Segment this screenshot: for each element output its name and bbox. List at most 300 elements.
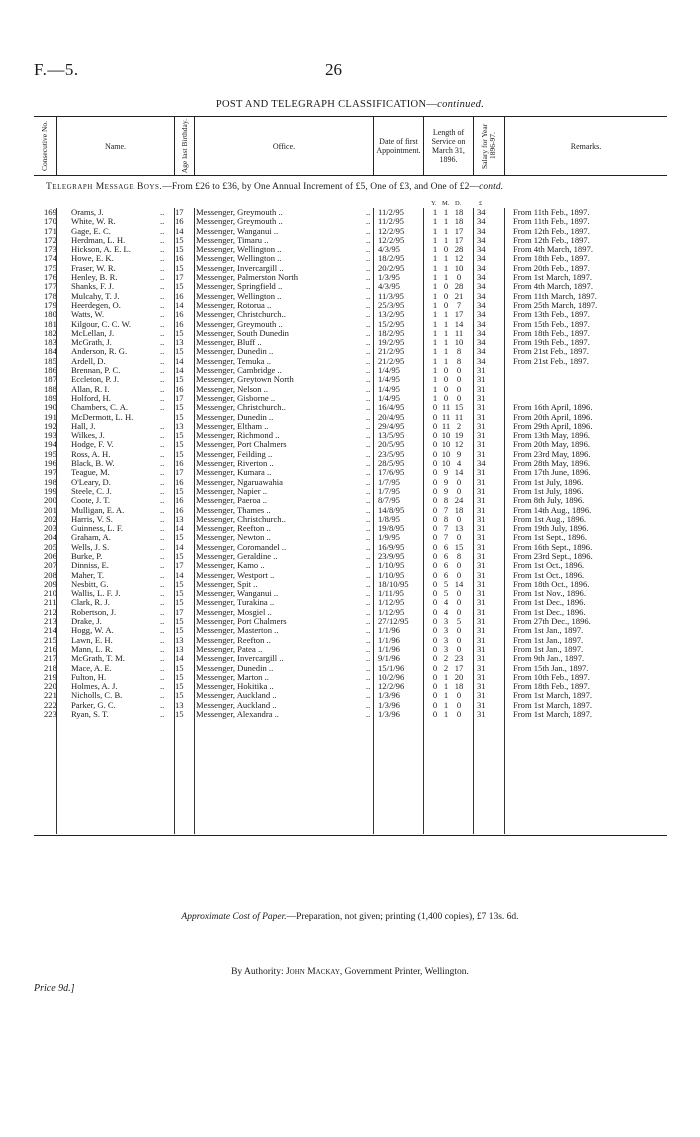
cell-remarks: From 11th Feb., 1897. bbox=[513, 207, 590, 217]
cell-age: 16 bbox=[175, 309, 184, 320]
cell-name: Coote, J. T. bbox=[71, 495, 111, 506]
cell-office: Messenger, Rotorua .. bbox=[196, 299, 272, 310]
cell-date: 19/8/95 bbox=[378, 523, 405, 534]
cell-nd: .. bbox=[160, 346, 165, 357]
cell-age: 15 bbox=[175, 588, 184, 599]
cell-salary: 34 bbox=[477, 253, 486, 264]
cell-date: 1/7/95 bbox=[378, 476, 400, 487]
cell-d: 0 bbox=[456, 569, 462, 580]
cell-age: 16 bbox=[175, 504, 184, 515]
cell-age: 16 bbox=[175, 318, 184, 329]
cell-nd: .. bbox=[160, 634, 165, 645]
cell-y: 0 bbox=[432, 606, 438, 617]
cell-remarks: From 17th June, 1896. bbox=[513, 467, 591, 478]
cell-date: 1/4/95 bbox=[378, 392, 400, 403]
cell-date: 1/1/96 bbox=[378, 634, 400, 645]
cell-no: 207 bbox=[44, 560, 57, 571]
cell-y: 0 bbox=[432, 495, 438, 506]
cell-d: 15 bbox=[454, 541, 464, 552]
cell-office: Messenger, Port Chalmers bbox=[196, 439, 287, 450]
cell-office: Messenger, Spit .. bbox=[196, 578, 258, 589]
cell-age: 14 bbox=[175, 653, 184, 664]
cell-d: 8 bbox=[456, 346, 462, 357]
cell-no: 197 bbox=[44, 467, 57, 478]
cell-no: 205 bbox=[44, 541, 57, 552]
cell-nd: .. bbox=[160, 662, 165, 673]
cell-name: Drake, J. bbox=[71, 616, 102, 627]
cell-remarks: From 1st Nov., 1896. bbox=[513, 588, 586, 599]
cell-nd: .. bbox=[160, 244, 165, 255]
cell-nd: .. bbox=[160, 439, 165, 450]
cell-age: 17 bbox=[175, 392, 184, 403]
cell-m: 10 bbox=[441, 439, 451, 450]
cell-salary: 34 bbox=[477, 216, 486, 227]
cell-remarks: From 20th May, 1896. bbox=[513, 439, 591, 450]
cell-name: White, W. R. bbox=[71, 216, 116, 227]
cell-salary: 31 bbox=[477, 392, 486, 403]
cell-name: Steele, C. J. bbox=[71, 485, 112, 496]
cell-m: 3 bbox=[443, 643, 449, 654]
cell-no: 212 bbox=[44, 606, 57, 617]
cell-name: McGrath, T. M. bbox=[71, 653, 125, 664]
cell-name: Kilgour, C. C. W. bbox=[71, 318, 132, 329]
cell-d: 0 bbox=[456, 272, 462, 283]
cell-m: 1 bbox=[443, 355, 449, 366]
cell-salary: 34 bbox=[477, 318, 486, 329]
cell-date: 1/12/95 bbox=[378, 597, 405, 608]
cell-m: 1 bbox=[443, 309, 449, 320]
cell-od: .. bbox=[366, 299, 371, 310]
cell-office: Messenger, Gisborne .. bbox=[196, 392, 276, 403]
cell-name: Clark, R. J. bbox=[71, 597, 110, 608]
cell-y: 0 bbox=[432, 671, 438, 682]
cell-od: .. bbox=[366, 281, 371, 292]
cell-nd: .. bbox=[160, 402, 165, 413]
cost-of-paper: Approximate Cost of Paper.—Preparation, not given; printing (1,400 copies), £7 13s. 6d. bbox=[181, 912, 519, 922]
cell-d: 10 bbox=[454, 262, 464, 273]
cell-nd: .. bbox=[160, 495, 165, 506]
cell-date: 1/8/95 bbox=[378, 513, 400, 524]
cell-date: 1/1/96 bbox=[378, 625, 400, 636]
cell-salary: 34 bbox=[477, 272, 486, 283]
cell-y: 1 bbox=[432, 299, 438, 310]
cell-d: 19 bbox=[454, 430, 464, 441]
cell-no: 195 bbox=[44, 448, 57, 459]
cell-od: .. bbox=[366, 699, 371, 710]
cell-office: Messenger, Masterton .. bbox=[196, 625, 279, 636]
cell-nd: .. bbox=[160, 355, 165, 366]
col-header-salary: Salary for Year 1896-97. bbox=[474, 117, 505, 175]
cell-no: 223 bbox=[44, 709, 57, 720]
cell-office: Messenger, Auckland .. bbox=[196, 690, 277, 701]
cell-m: 10 bbox=[441, 430, 451, 441]
cell-y: 1 bbox=[432, 374, 438, 385]
cell-date: 1/12/95 bbox=[378, 606, 405, 617]
cell-date: 8/7/95 bbox=[378, 495, 400, 506]
cell-nd: .. bbox=[160, 690, 165, 701]
cell-date: 10/2/96 bbox=[378, 671, 405, 682]
cell-office: Messenger, South Dunedin bbox=[196, 327, 289, 338]
cell-salary: 34 bbox=[477, 299, 486, 310]
cell-age: 17 bbox=[175, 272, 184, 283]
cell-nd: .. bbox=[160, 681, 165, 692]
cell-date: 23/5/95 bbox=[378, 448, 405, 459]
cell-name: Hodge, F. V. bbox=[71, 439, 114, 450]
cell-m: 1 bbox=[443, 272, 449, 283]
cell-nd: .. bbox=[160, 513, 165, 524]
cell-no: 172 bbox=[44, 234, 57, 245]
cell-m: 1 bbox=[443, 262, 449, 273]
cell-m: 2 bbox=[443, 662, 449, 673]
cell-m: 3 bbox=[443, 625, 449, 636]
cell-salary: 31 bbox=[477, 699, 486, 710]
cell-od: .. bbox=[366, 597, 371, 608]
cell-salary: 31 bbox=[477, 550, 486, 561]
cell-date: 1/4/95 bbox=[378, 383, 400, 394]
cell-remarks: From 1st Jan., 1897. bbox=[513, 625, 584, 636]
cell-y: 0 bbox=[432, 560, 438, 571]
cell-age: 15 bbox=[175, 597, 184, 608]
cell-remarks: From 15th Jan., 1897. bbox=[513, 662, 589, 673]
cell-age: 15 bbox=[175, 327, 184, 338]
cell-m: 8 bbox=[443, 495, 449, 506]
cell-nd: .. bbox=[160, 383, 165, 394]
cell-d: 12 bbox=[454, 253, 464, 264]
cell-salary: 31 bbox=[477, 671, 486, 682]
cell-y: 0 bbox=[432, 597, 438, 608]
cell-no: 201 bbox=[44, 504, 57, 515]
cell-age: 15 bbox=[175, 402, 184, 413]
cell-date: 11/2/95 bbox=[378, 216, 404, 227]
cell-office: Messenger, Reefton .. bbox=[196, 523, 271, 534]
cell-date: 19/2/95 bbox=[378, 337, 405, 348]
cell-remarks: From 4th March, 1897. bbox=[513, 244, 593, 255]
cell-m: 4 bbox=[443, 597, 449, 608]
cell-remarks: From 1st March, 1897. bbox=[513, 699, 593, 710]
cell-y: 0 bbox=[432, 411, 438, 422]
cell-nd: .. bbox=[160, 653, 165, 664]
cell-name: Parker, G. C. bbox=[71, 699, 116, 710]
cell-name: Watts, W. bbox=[71, 309, 104, 320]
cell-d: 0 bbox=[456, 634, 462, 645]
cell-d: 14 bbox=[454, 578, 464, 589]
cell-no: 210 bbox=[44, 588, 57, 599]
cell-age: 13 bbox=[175, 337, 184, 348]
cell-nd: .. bbox=[160, 234, 165, 245]
cell-no: 190 bbox=[44, 402, 57, 413]
cell-office: Messenger, Richmond .. bbox=[196, 430, 280, 441]
cell-y: 1 bbox=[432, 234, 438, 245]
cell-office: Messenger, Palmerston North bbox=[196, 272, 299, 283]
cell-m: 0 bbox=[443, 244, 449, 255]
cell-office: Messenger, Auckland .. bbox=[196, 699, 277, 710]
cell-age: 15 bbox=[175, 709, 184, 720]
cell-name: Heerdegen, O. bbox=[71, 299, 121, 310]
cell-salary: 34 bbox=[477, 244, 486, 255]
cell-nd: .. bbox=[160, 504, 165, 515]
cell-remarks: From 11th March, 1897. bbox=[513, 290, 597, 301]
cell-nd: .. bbox=[160, 448, 165, 459]
cell-age: 16 bbox=[175, 383, 184, 394]
cell-remarks: From 15th Feb., 1897. bbox=[513, 318, 590, 329]
cell-office: Messenger, Turakina .. bbox=[196, 597, 275, 608]
cell-age: 14 bbox=[175, 365, 184, 376]
cell-y: 0 bbox=[432, 430, 438, 441]
cell-office: Messenger, Feilding .. bbox=[196, 448, 273, 459]
cell-name: Brennan, P. C. bbox=[71, 365, 121, 376]
cell-nd: .. bbox=[160, 625, 165, 636]
cell-d: 0 bbox=[456, 625, 462, 636]
cell-d: 0 bbox=[456, 699, 462, 710]
cell-remarks: From 23rd Sept., 1896. bbox=[513, 550, 593, 561]
cell-name: Harris, V. S. bbox=[71, 513, 113, 524]
cell-y: 0 bbox=[432, 616, 438, 627]
cell-od: .. bbox=[366, 476, 371, 487]
cell-remarks: From 19th July, 1896. bbox=[513, 523, 589, 534]
cell-age: 15 bbox=[175, 430, 184, 441]
cell-no: 180 bbox=[44, 309, 57, 320]
cell-date: 1/3/96 bbox=[378, 709, 400, 720]
cell-no: 204 bbox=[44, 532, 57, 543]
cell-age: 15 bbox=[175, 411, 184, 422]
cell-nd: .. bbox=[160, 253, 165, 264]
cell-office: Messenger, Kamo .. bbox=[196, 560, 265, 571]
cell-m: 1 bbox=[443, 699, 449, 710]
cell-salary: 31 bbox=[477, 662, 486, 673]
cell-office: Messenger, Westport .. bbox=[196, 569, 275, 580]
cell-name: Wilkes, J. bbox=[71, 430, 105, 441]
cell-office: Messenger, Dunedin .. bbox=[196, 662, 274, 673]
cell-remarks: From 21st Feb., 1897. bbox=[513, 346, 589, 357]
cell-no: 173 bbox=[44, 244, 57, 255]
cell-office: Messenger, Wanganui .. bbox=[196, 225, 279, 236]
cell-name: McGrath, J. bbox=[71, 337, 112, 348]
cell-m: 0 bbox=[443, 290, 449, 301]
cell-d: 28 bbox=[454, 244, 464, 255]
cell-d: 9 bbox=[456, 448, 462, 459]
cell-nd: .. bbox=[160, 207, 165, 217]
cell-name: Eccleton, P. J. bbox=[71, 374, 119, 385]
cell-office: Messenger, Christchurch.. bbox=[196, 513, 286, 524]
cell-od: .. bbox=[366, 207, 371, 217]
cell-age: 15 bbox=[175, 374, 184, 385]
cell-salary: 31 bbox=[477, 411, 486, 422]
cell-od: .. bbox=[366, 392, 371, 403]
table-heading: POST AND TELEGRAPH CLASSIFICATION—continued. bbox=[215, 99, 485, 110]
cell-name: Graham, A. bbox=[71, 532, 111, 543]
cell-date: 25/3/95 bbox=[378, 299, 405, 310]
cell-date: 13/2/95 bbox=[378, 309, 405, 320]
cell-od: .. bbox=[366, 671, 371, 682]
cell-nd: .. bbox=[160, 699, 165, 710]
cell-y: 1 bbox=[432, 327, 438, 338]
cell-nd: .. bbox=[160, 458, 165, 469]
cell-salary: 31 bbox=[477, 569, 486, 580]
cell-d: 8 bbox=[456, 355, 462, 366]
cell-office: Messenger, Coromandel .. bbox=[196, 541, 287, 552]
cell-od: .. bbox=[366, 346, 371, 357]
cell-date: 16/4/95 bbox=[378, 402, 405, 413]
cell-date: 4/3/95 bbox=[378, 281, 400, 292]
cell-office: Messenger, Nelson .. bbox=[196, 383, 268, 394]
col-header-age: Age last Birthday. bbox=[175, 117, 195, 175]
cell-salary: 34 bbox=[477, 225, 486, 236]
cell-d: 17 bbox=[454, 225, 464, 236]
table-row bbox=[34, 357, 667, 366]
cell-remarks: From 1st Jan., 1897. bbox=[513, 643, 584, 654]
cell-salary: 31 bbox=[477, 709, 486, 720]
cell-age: 15 bbox=[175, 281, 184, 292]
cell-remarks: From 21st Feb., 1897. bbox=[513, 355, 589, 366]
cell-age: 16 bbox=[175, 253, 184, 264]
cell-od: .. bbox=[366, 374, 371, 385]
cell-m: 5 bbox=[443, 588, 449, 599]
cell-d: 0 bbox=[456, 485, 462, 496]
cell-remarks: From 1st Dec., 1896. bbox=[513, 606, 586, 617]
cell-date: 17/6/95 bbox=[378, 467, 405, 478]
cell-age: 15 bbox=[175, 346, 184, 357]
cell-salary: 31 bbox=[477, 616, 486, 627]
cell-office: Messenger, Bluff .. bbox=[196, 337, 262, 348]
cell-age: 15 bbox=[175, 690, 184, 701]
cell-remarks: From 4th March, 1897. bbox=[513, 281, 593, 292]
cell-m: 1 bbox=[443, 234, 449, 245]
cell-y: 1 bbox=[432, 281, 438, 292]
cell-y: 0 bbox=[432, 476, 438, 487]
cell-remarks: From 12th Feb., 1897. bbox=[513, 225, 590, 236]
cell-d: 23 bbox=[454, 653, 464, 664]
table-row bbox=[34, 385, 667, 394]
cell-age: 13 bbox=[175, 699, 184, 710]
cell-no: 176 bbox=[44, 272, 57, 283]
cell-age: 15 bbox=[175, 448, 184, 459]
cell-age: 15 bbox=[175, 616, 184, 627]
cell-d: 24 bbox=[454, 495, 464, 506]
cell-age: 15 bbox=[175, 532, 184, 543]
cell-salary: 31 bbox=[477, 476, 486, 487]
cell-office: Messenger, Wanganui .. bbox=[196, 588, 279, 599]
cell-m: 1 bbox=[443, 681, 449, 692]
cell-remarks: From 8th July, 1896. bbox=[513, 495, 585, 506]
cell-y: 1 bbox=[432, 272, 438, 283]
cell-date: 1/10/95 bbox=[378, 569, 405, 580]
cell-y: 1 bbox=[432, 253, 438, 264]
cell-d: 14 bbox=[454, 318, 464, 329]
cell-office: Messenger, Eltham .. bbox=[196, 420, 269, 431]
cell-office: Messenger, Invercargill .. bbox=[196, 262, 284, 273]
cell-name: Hall, J. bbox=[71, 420, 96, 431]
cell-age: 17 bbox=[175, 606, 184, 617]
cell-salary: 31 bbox=[477, 541, 486, 552]
cell-nd: .. bbox=[160, 392, 165, 403]
cell-salary: 34 bbox=[477, 458, 486, 469]
cell-remarks: From 18th Feb., 1897. bbox=[513, 327, 590, 338]
cell-nd: .. bbox=[160, 309, 165, 320]
cell-nd: .. bbox=[160, 337, 165, 348]
cell-no: 213 bbox=[44, 616, 57, 627]
cell-office: Messenger, Christchurch.. bbox=[196, 309, 286, 320]
cell-date: 21/2/95 bbox=[378, 355, 405, 366]
unit-years: Y. bbox=[431, 200, 437, 207]
cell-salary: 34 bbox=[477, 327, 486, 338]
cell-nd: .. bbox=[160, 578, 165, 589]
cell-name: Dinniss, E. bbox=[71, 560, 109, 571]
cell-d: 7 bbox=[456, 299, 462, 310]
cell-od: .. bbox=[366, 234, 371, 245]
col-header-office: Office. bbox=[195, 117, 374, 175]
cell-no: 174 bbox=[44, 253, 57, 264]
cell-remarks: From 1st Jan., 1897. bbox=[513, 634, 584, 645]
cell-m: 0 bbox=[443, 299, 449, 310]
cell-salary: 31 bbox=[477, 653, 486, 664]
cell-date: 1/4/95 bbox=[378, 365, 400, 376]
cell-age: 14 bbox=[175, 355, 184, 366]
cell-od: .. bbox=[366, 467, 371, 478]
cell-od: .. bbox=[366, 383, 371, 394]
cell-salary: 31 bbox=[477, 374, 486, 385]
cell-od: .. bbox=[366, 244, 371, 255]
cell-date: 18/2/95 bbox=[378, 327, 405, 338]
cell-od: .. bbox=[366, 272, 371, 283]
cell-m: 6 bbox=[443, 569, 449, 580]
cell-m: 4 bbox=[443, 606, 449, 617]
cell-d: 28 bbox=[454, 281, 464, 292]
cell-d: 0 bbox=[456, 476, 462, 487]
cell-nd: .. bbox=[160, 327, 165, 338]
cell-no: 199 bbox=[44, 485, 57, 496]
cell-d: 14 bbox=[454, 467, 464, 478]
cell-y: 0 bbox=[432, 709, 438, 720]
cell-age: 14 bbox=[175, 299, 184, 310]
cell-od: .. bbox=[366, 448, 371, 459]
cell-od: .. bbox=[366, 690, 371, 701]
cell-od: .. bbox=[366, 318, 371, 329]
cell-date: 15/2/95 bbox=[378, 318, 405, 329]
cell-y: 0 bbox=[432, 467, 438, 478]
cell-y: 0 bbox=[432, 653, 438, 664]
cell-no: 191 bbox=[44, 411, 57, 422]
cell-nd: .. bbox=[160, 532, 165, 543]
cell-age: 15 bbox=[175, 485, 184, 496]
cell-age: 16 bbox=[175, 290, 184, 301]
cell-name: Black, B. W. bbox=[71, 458, 115, 469]
unit-days: D. bbox=[455, 200, 462, 207]
cell-salary: 31 bbox=[477, 504, 486, 515]
cell-office: Messenger, Cambridge .. bbox=[196, 365, 282, 376]
cell-date: 18/2/95 bbox=[378, 253, 405, 264]
cell-m: 9 bbox=[443, 485, 449, 496]
col-header-date: Date of first Appointment. bbox=[374, 117, 424, 175]
cell-y: 0 bbox=[432, 550, 438, 561]
cell-m: 1 bbox=[443, 327, 449, 338]
cell-d: 18 bbox=[454, 504, 464, 515]
cell-m: 10 bbox=[441, 458, 451, 469]
cell-remarks: From 9th Jan., 1897. bbox=[513, 653, 585, 664]
cell-m: 1 bbox=[443, 337, 449, 348]
cell-date: 27/12/95 bbox=[378, 616, 409, 627]
cell-salary: 31 bbox=[477, 606, 486, 617]
cell-m: 0 bbox=[443, 365, 449, 376]
cell-office: Messenger, Geraldine .. bbox=[196, 550, 278, 561]
cell-name: Hogg, W. A. bbox=[71, 625, 114, 636]
cell-salary: 31 bbox=[477, 448, 486, 459]
cell-name: McLellan, J. bbox=[71, 327, 115, 338]
cell-no: 189 bbox=[44, 392, 57, 403]
cell-salary: 31 bbox=[477, 681, 486, 692]
cell-m: 1 bbox=[443, 671, 449, 682]
cell-no: 221 bbox=[44, 690, 57, 701]
cell-remarks: From 16th Sept., 1896. bbox=[513, 541, 593, 552]
